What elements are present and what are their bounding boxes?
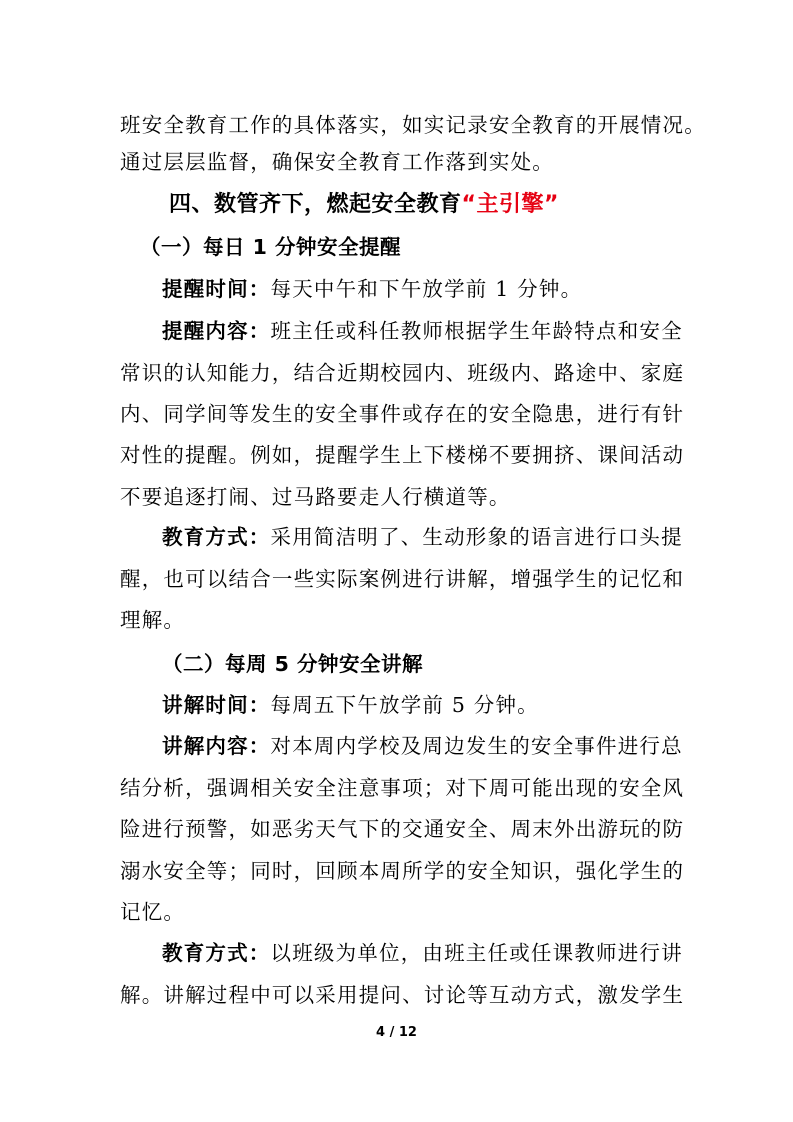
page-number: 4 / 12 [376, 1025, 417, 1040]
field-text: 采用简洁明了、生动形象的语言进行口头提 [270, 525, 683, 549]
paragraph-reminder-time [162, 272, 582, 302]
section-heading-text: 四、数管齐下，燃起安全教育 [169, 192, 462, 217]
body-line: 不要追逐打闹、过马路要走人行横道等。 [120, 485, 511, 509]
body-line: 记忆。 [120, 900, 186, 924]
body-line: 常识的认知能力，结合近期校园内、班级内、路途中、家庭 [120, 361, 685, 385]
field-text: 每周五下午放学前 5 分钟。 [270, 693, 539, 717]
field-label: 教育方式： [162, 525, 271, 549]
paragraph-reminder-method [162, 520, 683, 550]
body-line: 醒，也可以结合一些实际案例进行讲解，增强学生的记忆和 [120, 567, 685, 591]
field-text: 每天中午和下午放学前 1 分钟。 [270, 277, 583, 301]
paragraph-lecture-method [162, 936, 683, 966]
body-line: 解。讲解过程中可以采用提问、讨论等互动方式，激发学生 [120, 983, 685, 1007]
field-label: 讲解内容： [162, 734, 271, 758]
paragraph-lecture-time [162, 688, 539, 718]
field-text: 对本周内学校及周边发生的安全事件进行总 [270, 734, 683, 758]
section-heading [169, 187, 559, 218]
subsection-heading: （一）每日 1 分钟安全提醒 [140, 235, 402, 259]
body-line: 险进行预警，如恶劣天气下的交通安全、周末外出游玩的防 [120, 817, 685, 841]
field-text: 以班级为单位，由班主任或任课教师进行讲 [270, 941, 683, 965]
body-line: 结分析，强调相关安全注意事项；对下周可能出现的安全风 [120, 776, 685, 800]
field-label: 教育方式： [162, 941, 271, 965]
field-label: 讲解时间： [162, 693, 271, 717]
field-label: 提醒内容： [162, 319, 271, 343]
body-line: 对性的提醒。例如，提醒学生上下楼梯不要拥挤、课间活动 [120, 443, 685, 467]
subsection-heading: （二）每周 5 分钟安全讲解 [162, 652, 424, 676]
field-text: 班主任或科任教师根据学生年龄特点和安全 [270, 319, 683, 343]
paragraph-lecture-content [162, 729, 683, 759]
body-line: 班安全教育工作的具体落实，如实记录安全教育的开展情况。 [120, 113, 706, 137]
body-line: 通过层层监督，确保安全教育工作落到实处。 [120, 150, 554, 174]
body-line: 理解。 [120, 608, 186, 632]
section-heading-highlight: “主引擎” [461, 192, 559, 217]
field-label: 提醒时间： [162, 277, 271, 301]
body-line: 溺水安全等；同时，回顾本周所学的安全知识，强化学生的 [120, 859, 685, 883]
paragraph-reminder-content [162, 314, 683, 344]
body-line: 内、同学间等发生的安全事件或存在的安全隐患，进行有针 [120, 402, 685, 426]
